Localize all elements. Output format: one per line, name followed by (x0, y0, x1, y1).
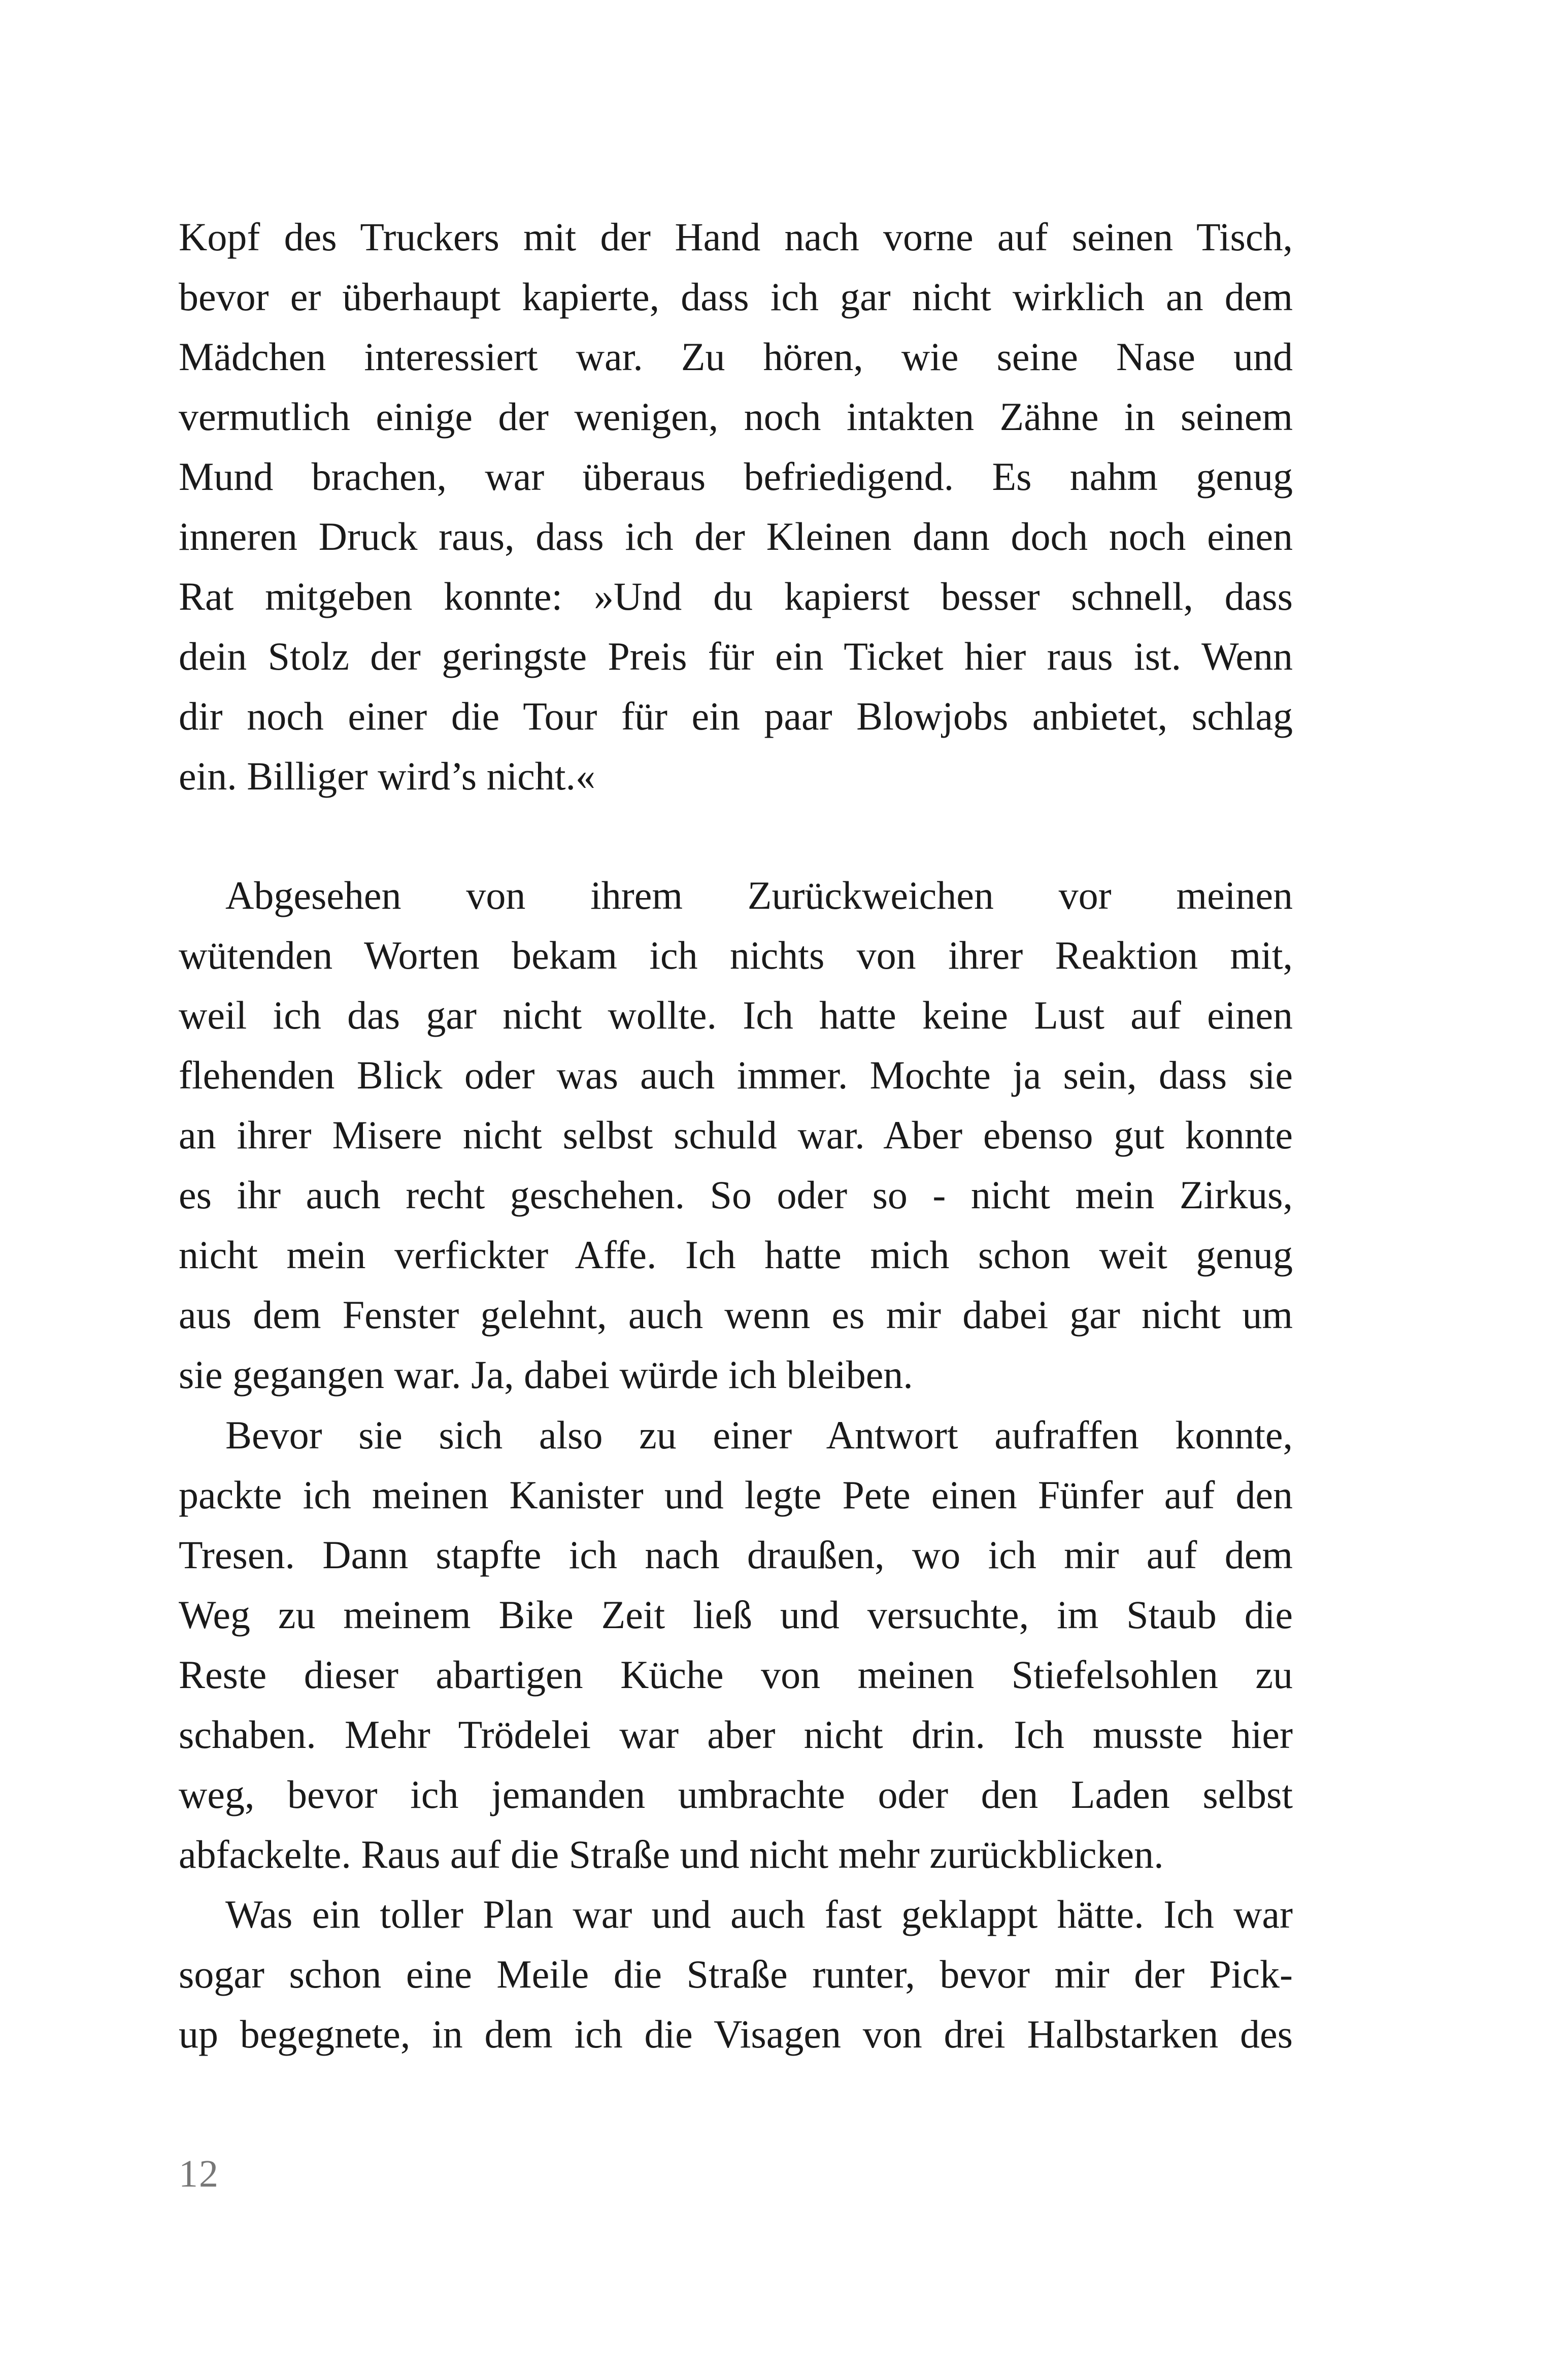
text-line: an ihrer Misere nicht selbst schuld war. Aber ebenso gut konnte (179, 1113, 1293, 1157)
text-line: sogar schon eine Meile die Straße runter, bevor mir der Pick- (179, 1952, 1293, 1996)
page-number: 12 (179, 2153, 219, 2195)
text-line: packte ich meinen Kanister und legte Pete einen Fünfer auf den (179, 1473, 1293, 1517)
text-line: sie gegangen war. Ja, dabei würde ich bleiben. (179, 1352, 913, 1397)
text-line: Rat mitgeben konnte: »Und du kapierst besser schnell, dass (179, 574, 1293, 618)
text-line: nicht mein verfickter Affe. Ich hatte mich schon weit genug (179, 1233, 1293, 1277)
text-line: Bevor sie sich also zu einer Antwort aufraffen konnte, (225, 1413, 1293, 1457)
text-line: inneren Druck raus, dass ich der Kleinen dann doch noch einen (179, 514, 1293, 558)
text-line: aus dem Fenster gelehnt, auch wenn es mir dabei gar nicht um (179, 1293, 1293, 1337)
text-line: Mädchen interessiert war. Zu hören, wie seine Nase und (179, 335, 1293, 379)
text-line: flehenden Blick oder was auch immer. Mochte ja sein, dass sie (179, 1053, 1293, 1097)
text-line: weil ich das gar nicht wollte. Ich hatte keine Lust auf einen (179, 993, 1293, 1037)
text-line: Kopf des Truckers mit der Hand nach vorne auf seinen Tisch, (179, 215, 1293, 259)
paragraph (179, 1405, 1293, 1885)
text-line: schaben. Mehr Trödelei war aber nicht drin. Ich musste hier (179, 1712, 1293, 1757)
paragraph (179, 866, 1293, 1405)
paragraph (179, 207, 1293, 806)
text-line: vermutlich einige der wenigen, noch intakten Zähne in seinem (179, 394, 1293, 439)
text-line: weg, bevor ich jemanden umbrachte oder den Laden selbst (179, 1772, 1293, 1816)
text-line: Abgesehen von ihrem Zurückweichen vor meinen (225, 873, 1293, 917)
text-line: es ihr auch recht geschehen. So oder so - nicht mein Zirkus, (179, 1173, 1293, 1217)
text-line: Weg zu meinem Bike Zeit ließ und versuchte, im Staub die (179, 1593, 1293, 1637)
text-line: ein. Billiger wird’s nicht.« (179, 754, 596, 798)
paragraph (179, 1885, 1293, 2064)
text-line: Tresen. Dann stapfte ich nach draußen, wo ich mir auf dem (179, 1533, 1293, 1577)
text-line: dein Stolz der geringste Preis für ein Ticket hier raus ist. Wenn (179, 634, 1293, 678)
text-line: Reste dieser abartigen Küche von meinen Stiefelsohlen zu (179, 1652, 1293, 1697)
text-line: dir noch einer die Tour für ein paar Blowjobs anbietet, schlag (179, 694, 1293, 738)
text-line: up begegnete, in dem ich die Visagen von drei Halbstarken des (179, 2012, 1293, 2056)
text-line: Was ein toller Plan war und auch fast geklappt hätte. Ich war (225, 1892, 1293, 1936)
text-line: bevor er überhaupt kapierte, dass ich gar nicht wirklich an dem (179, 275, 1293, 319)
text-line: abfackelte. Raus auf die Straße und nicht mehr zurückblicken. (179, 1832, 1164, 1876)
text-line: wütenden Worten bekam ich nichts von ihrer Reaktion mit, (179, 933, 1293, 977)
text-line: Mund brachen, war überaus befriedigend. Es nahm genug (179, 454, 1293, 499)
